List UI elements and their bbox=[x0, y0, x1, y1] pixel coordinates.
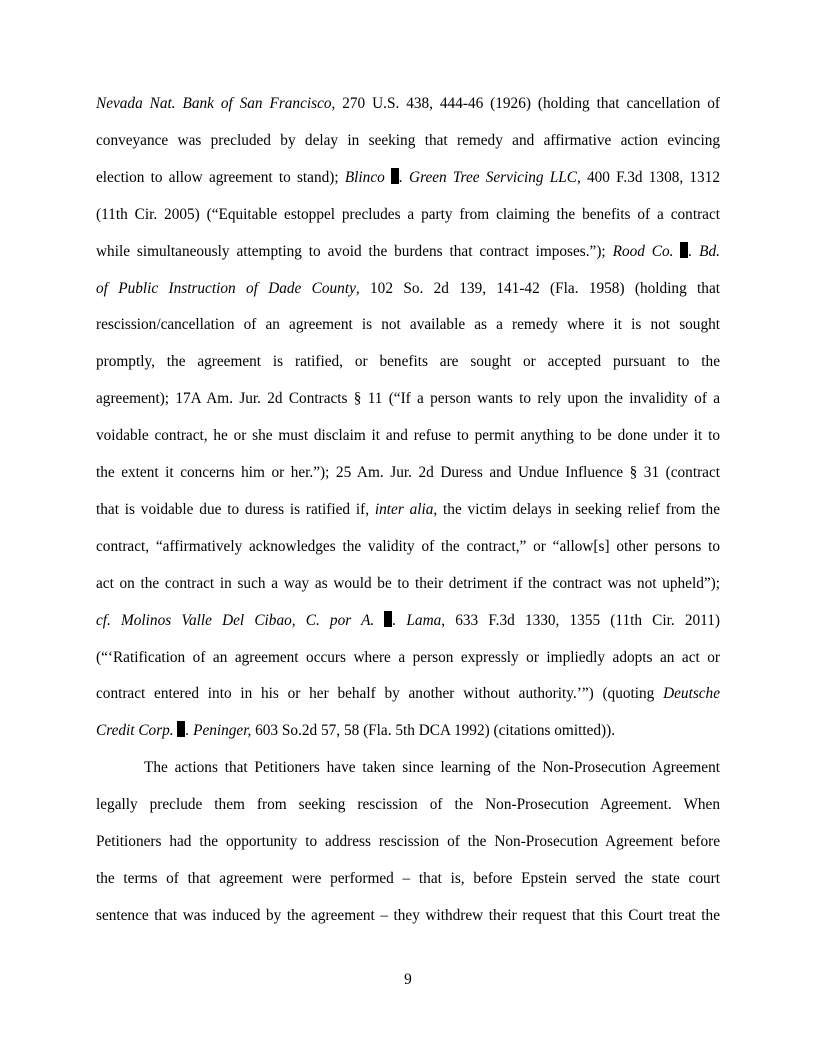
text-line bbox=[96, 205, 720, 225]
text-line bbox=[96, 611, 720, 631]
italic-citation: Blinco bbox=[344, 168, 391, 186]
text-run: the terms of that agreement were performed – that is, before Epstein served the state court bbox=[96, 869, 720, 887]
text-run: contract entered into in his or her behalf by another without authority.’”) (quoting bbox=[96, 685, 664, 703]
italic-citation: Credit Corp. bbox=[96, 722, 178, 740]
text-line bbox=[96, 279, 720, 299]
text-line bbox=[96, 242, 720, 262]
text-line bbox=[96, 648, 720, 668]
text-run: , 102 So. 2d 139, 141-42 (Fla. 1958) (holding that bbox=[355, 279, 720, 297]
text-line bbox=[96, 426, 720, 446]
text-run: The actions that Petitioners have taken since learning of the Non-Prosecution Agreement bbox=[144, 759, 720, 777]
text-run: while simultaneously attempting to avoid the burdens that contract imposes.”); bbox=[96, 242, 613, 260]
text-run: agreement); 17A Am. Jur. 2d Contracts § 11 (“If a person wants to rely upon the invalidity of a bbox=[96, 390, 720, 408]
text-run: rescission/cancellation of an agreement is not available as a remedy where it is not sought bbox=[96, 316, 720, 334]
text-run: , the victim delays in seeking relief from the bbox=[433, 500, 720, 518]
text-run: (11th Cir. 2005) (“Equitable estoppel precludes a party from claiming the benefits of a contract bbox=[96, 205, 720, 223]
italic-citation: Nevada Nat. Bank of San Francisco bbox=[96, 95, 332, 112]
text-line bbox=[96, 315, 720, 335]
text-run: legally preclude them from seeking rescission of the Non-Prosecution Agreement. When bbox=[96, 796, 720, 814]
text-run: Petitioners had the opportunity to address rescission of the Non-Prosecution Agreement before bbox=[96, 833, 720, 850]
text-run: the extent it concerns him or her.”); 25 Am. Jur. 2d Duress and Undue Influence § 31 (contract bbox=[96, 464, 720, 481]
text-line bbox=[96, 168, 720, 188]
text-line bbox=[96, 500, 720, 520]
text-line bbox=[96, 721, 720, 741]
text-line bbox=[96, 684, 720, 704]
text-run: , 633 F.3d 1330, 1355 (11th Cir. 2011) bbox=[441, 611, 720, 629]
text-run: , 400 F.3d 1308, 1312 bbox=[576, 168, 720, 186]
italic-citation: of Public Instruction of Dade County bbox=[96, 279, 356, 297]
text-run: (“‘Ratification of an agreement occurs where a person expressly or impliedly adopts an act or bbox=[96, 648, 720, 666]
page-number: 9 bbox=[404, 971, 412, 988]
text-line bbox=[96, 352, 720, 372]
italic-citation: inter alia bbox=[374, 500, 434, 518]
text-line bbox=[96, 463, 720, 483]
text-line bbox=[96, 94, 720, 114]
text-run: act on the contract in such a way as would be to their detriment if the contract was not upheld”); bbox=[96, 574, 720, 592]
text-run: , 270 U.S. 438, 444-46 (1926) (holding that cancellation of bbox=[331, 95, 720, 112]
text-line bbox=[96, 906, 720, 926]
italic-citation: . Bd. bbox=[688, 242, 720, 260]
text-line bbox=[96, 869, 720, 889]
italic-citation: . Peninger, bbox=[185, 722, 252, 740]
italic-citation: . Lama bbox=[392, 611, 442, 629]
text-run: 603 So.2d 57, 58 (Fla. 5th DCA 1992) (citations omitted)). bbox=[251, 722, 616, 740]
text-line bbox=[144, 758, 720, 778]
text-run: promptly, the agreement is ratified, or benefits are sought or accepted pursuant to the bbox=[96, 353, 720, 371]
text-run: that is voidable due to duress is ratified if, bbox=[96, 500, 375, 518]
text-line bbox=[96, 131, 720, 151]
text-run: contract, “affirmatively acknowledges the validity of the contract,” or “allow[s] other persons to bbox=[96, 537, 720, 555]
redaction-mark bbox=[391, 168, 399, 184]
text-run: conveyance was precluded by delay in seeking that remedy and affirmative action evincing bbox=[96, 131, 720, 149]
text-run: election to allow agreement to stand); bbox=[96, 168, 345, 186]
italic-citation: Rood Co. bbox=[612, 242, 681, 260]
text-run: sentence that was induced by the agreement – they withdrew their request that this Court treat the bbox=[96, 906, 720, 924]
text-line bbox=[96, 574, 720, 594]
italic-citation: Deutsche bbox=[663, 685, 720, 703]
text-line bbox=[96, 795, 720, 815]
italic-citation: cf. Molinos Valle Del Cibao, C. por A. bbox=[96, 611, 385, 629]
text-line bbox=[96, 832, 720, 852]
italic-citation: . Green Tree Servicing LLC bbox=[398, 168, 577, 186]
text-line bbox=[96, 537, 720, 557]
text-line bbox=[96, 389, 720, 409]
text-run: voidable contract, he or she must disclaim it and refuse to permit anything to be done under it to bbox=[96, 427, 720, 445]
